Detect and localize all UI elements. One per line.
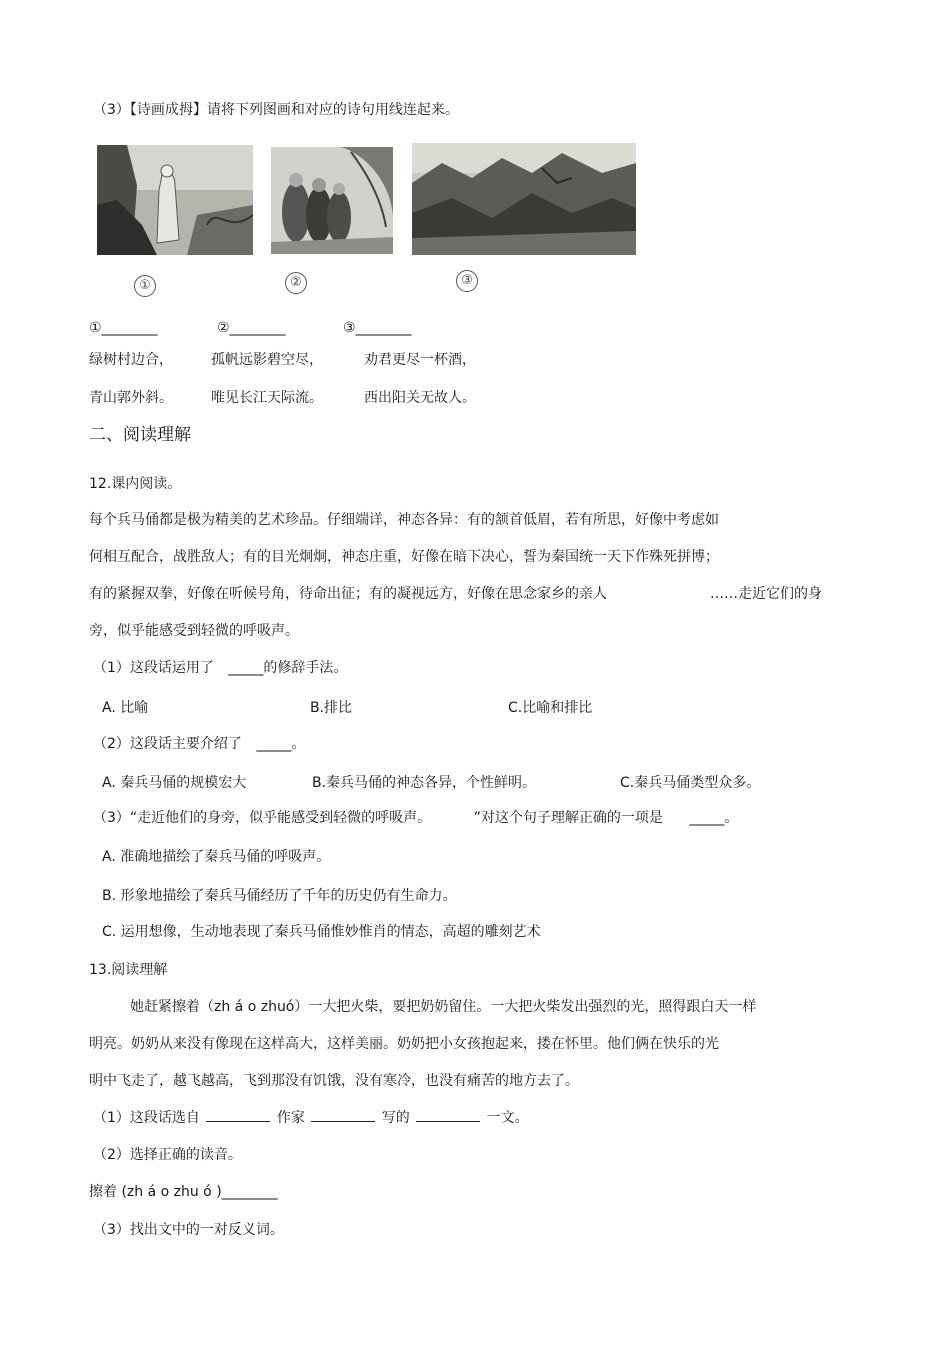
sub-question-1 [93,658,347,678]
answer-slot-3: ③________ [343,320,412,336]
question-title: 12.课内阅读。 [89,476,182,492]
sub-question-text: 。 [291,736,306,752]
question-prompt: （3）【诗画成拇】请将下列图画和对应的诗句用线连起来。 [93,102,459,118]
sub-question-text: （1）这段话选自 [93,1110,200,1126]
sub-question-2 [93,734,305,754]
poem-line: 青山郭外斜。 [89,390,173,406]
pinyin-question [89,1182,278,1202]
passage-line: 每个兵马俑都是极为精美的艺术珍品。仔细端详，神态各异：有的颔首低眉，若有所思，好像中考虑如 [89,512,719,528]
passage-line: 何相互配合，战胜敌人；有的目光炯炯，神态庄重，好像在暗下决心，誓为秦国统一天下作殊死拼博； [89,549,719,565]
picture-label-2: ② [285,272,307,294]
option-a: A. 比喻 [102,700,149,716]
option-b: B.排比 [310,700,353,716]
sub-question-3: （3）找出文中的一对反义词。 [93,1222,284,1238]
answer-blank: ________ [221,1184,278,1200]
option-c: C.比喻和排比 [508,700,593,716]
pinyin-label: 擦着 (zh á o zhu ó ) [89,1184,222,1200]
option-c: C.秦兵马俑类型众多。 [620,775,761,791]
poem-picture-1 [97,145,253,255]
sub-question-3 [93,808,738,828]
option-b: B. 形象地描绘了秦兵马俑经历了千年的历史仍有生命力。 [102,888,457,904]
sub-question-text: （1）这段话运用了 [93,660,214,676]
sub-question-text: 一文。 [486,1110,529,1126]
sub-question-2: （2）选择正确的读音。 [93,1147,242,1163]
poem-line: 劝君更尽一杯酒， [364,352,476,368]
answer-slot-1: ①________ [89,320,158,336]
sub-question-text: （2）这段话主要介绍了 [93,736,242,752]
sub-question-text: 的修辞手法。 [263,660,348,676]
option-c: C. 运用想像，生动地表现了秦兵马俑惟妙惟肖的情态，高超的雕刻艺术 [102,924,541,940]
sub-question-text: 。 [724,810,739,826]
passage-line: 旁，似乎能感受到轻微的呼吸声。 [89,623,299,639]
answer-slot-2: ②________ [217,320,286,336]
option-a: A. 准确地描绘了秦兵马俑的呼吸声。 [102,849,331,865]
answer-blank: _____ [689,810,725,826]
picture-label-3: ③ [456,270,478,292]
sub-question-text: （3）“走近他们的身旁，似乎能感受到轻微的呼吸声。 [93,810,432,826]
passage-line: 明亮。奶奶从来没有像现在这样高大，这样美丽。奶奶把小女孩抱起来，搂在怀里。他们俩在快乐的光 [89,1036,719,1052]
answer-blank [416,1107,480,1122]
passage-line: 有的紧握双拳，好像在听候号角，待命出征；有的凝视远方，好像在思念家乡的亲人 [89,586,607,602]
sub-question-text: 写的 [381,1110,410,1126]
answer-blank [206,1107,270,1122]
answer-blank: _____ [228,660,264,676]
poem-line: 唯见长江天际流。 [211,390,323,406]
picture-label-1: ① [134,275,156,297]
section-title: 二、阅读理解 [89,425,191,445]
poem-picture-2 [271,147,393,254]
answer-blank: _____ [256,736,292,752]
option-b: B.秦兵马俑的神态各异，个性鲜明。 [312,775,537,791]
poem-line: 绿树村边合， [89,352,173,368]
passage-line: ……走近它们的身 [710,586,822,602]
poem-picture-3 [412,143,636,255]
sub-question-1 [93,1107,529,1128]
passage-line: 她赶紧擦着（zh á o zhuó）一大把火柴，要把奶奶留住。一大把火柴发出强烈的光，照得跟白天一样 [130,999,757,1015]
poem-line: 孤帆远影碧空尽， [211,352,323,368]
sub-question-text: 作家 [276,1110,305,1126]
question-title: 13.阅读理解 [89,962,168,978]
option-a: A. 秦兵马俑的规模宏大 [102,775,247,791]
passage-line: 明中飞走了，越飞越高，飞到那没有饥饿，没有寒冷，也没有痛苦的地方去了。 [89,1073,579,1089]
answer-blank [311,1107,375,1122]
poem-line: 西出阳关无故人。 [364,390,476,406]
sub-question-text: ”对这个句子理解正确的一项是 [473,810,663,826]
